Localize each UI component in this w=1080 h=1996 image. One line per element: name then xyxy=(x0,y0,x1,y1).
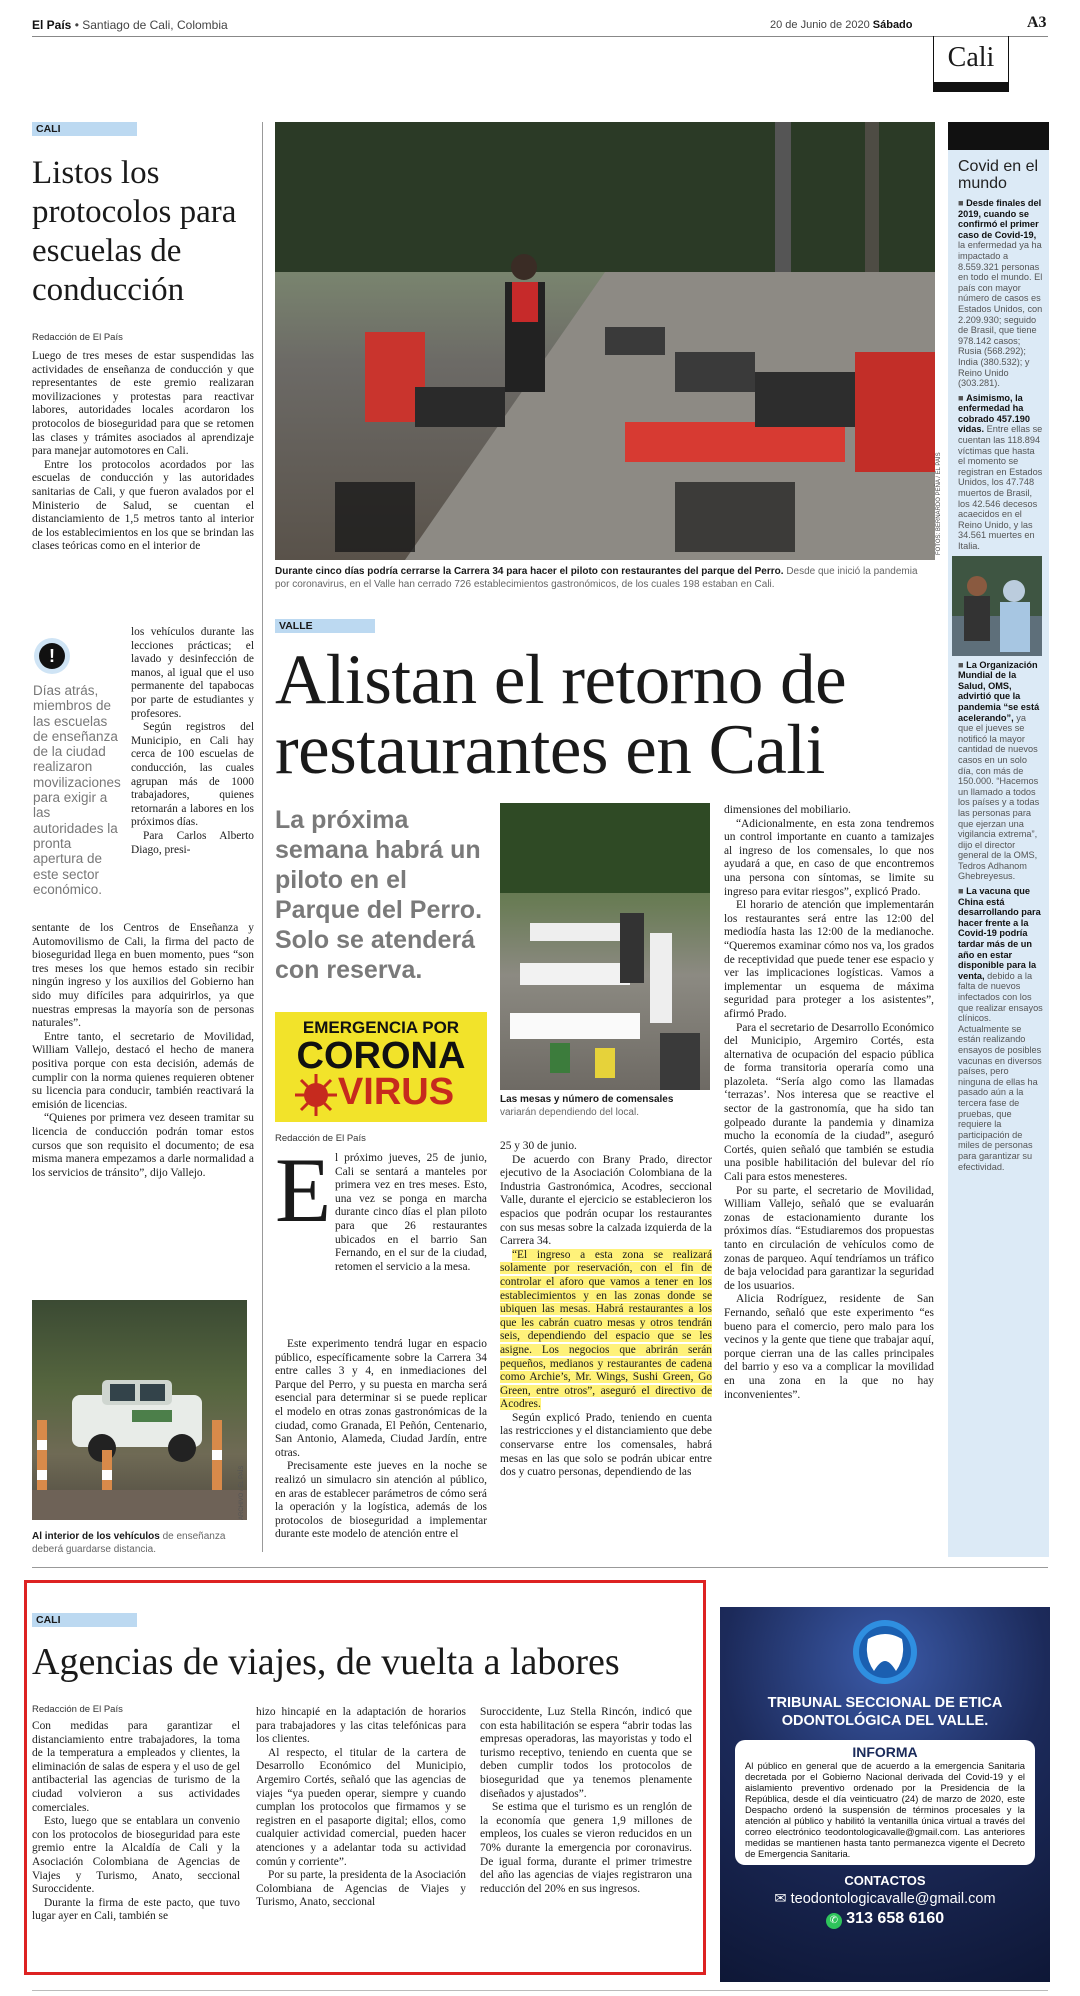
main-col1-top xyxy=(335,1152,487,1274)
story1-body-top xyxy=(32,350,254,554)
virus-icon xyxy=(293,1072,339,1118)
main-paragraph: De acuerdo con Brany Prado, director ejecutivo de la Asociación Colombiana de la Industria Gastronómica, Acodres, seccional Valle, durante el ejercicio se establecieron los espacios que podrán ocupar los restaurantes con sus mesas sobre la calzada izquierda de la Carrera 34. xyxy=(500,1153,712,1248)
ad-info-title: INFORMA xyxy=(852,1744,918,1760)
story3-paragraph: Con medidas para garantizar el distanciamiento entre trabajadores, la toma de la temperatura a empleados y clientes, la eliminación de salas de espera y el uso de gel antibacterial las agencias de turismo de la ciudad volvieron a sus actividades comerciales. xyxy=(32,1720,240,1814)
masthead-left xyxy=(32,18,228,32)
story3-paragraph: Esto, luego que se entablara un convenio con los protocolos de bioseguridad para este gremio entre la Alcaldía de Cali y la Asociación Colombiana de Agencias de Viajes y Turismo, Anato, seccional Suroccidente. xyxy=(32,1815,240,1896)
sidebar-bullet: ■ La vacuna que China está desarrollando para hacer frente a la Covid-19 podría tardar más de un año en estar disponible para la venta, debido a la falta de nuevos infectados con los que realizar ensayos clínicos. Actualmente se están realizando ensayos de posibles vacunas en diversos países, pero ninguna de ellas ha pasado aún a la tercera fase de pruebas, que requiere la participación de miles de personas para garantizar su efectividad. xyxy=(958,886,1043,1172)
bullet-bold: La Organización Mundial de la Salud, OMS, advirtió que la pandemia “se está acelerando”, xyxy=(958,659,1040,723)
story3-paragraph: Suroccidente, Luz Stella Rincón, indicó que con esta habilitación se espera “abrir todas las empresas operadoras, las mayoristas y todo el turismo receptivo, teniendo en cuenta que se deben cumplir todos los protocolos de bioseguridad que ya tenemos plenamente diseñados y ajustados”. xyxy=(480,1706,692,1800)
logo-line: EMERGENCIA POR xyxy=(302,1018,460,1037)
story1-paragraph: Para Carlos Alberto Diago, presi- xyxy=(131,829,254,856)
story1-body-narrow xyxy=(131,626,254,857)
bullet-rest: ya que el jueves se notificó la mayor cantidad de nuevos casos en un solo día, con más de 150.000. “Hacemos un llamado a todos los países y a todas las personas para que ejerzan una vigilancia extrema”, dijo el director general de la OMS, Tedros Adhanom Ghebreyesus. xyxy=(958,712,1040,882)
ad-box xyxy=(720,1607,1050,1982)
sidebar-bullets xyxy=(948,196,1049,1172)
ad-email: teodontologicavalle@gmail.com xyxy=(790,1891,996,1907)
masthead-rule xyxy=(32,36,1048,37)
sidebar xyxy=(948,122,1049,1557)
story1-paragraph: sentante de los Centros de Enseñanza y Automovilismo de Cali, la firma del pacto de bioseguridad llega en buen momento, pues “son tres meses los que hemos estado sin recibir ningún ingreso y los auxilios del Gobierno han sido muy difíciles para adquirirlos, ya que nuestras empresas la mayoría son de personas naturales”. xyxy=(32,922,254,1030)
story1-paragraph: los vehículos durante las lecciones prácticas; el lavado y desinfección de manos, al igual que el uso permanente del tapabocas por parte de estudiantes y profesores. xyxy=(131,626,254,720)
sidebar-top-bar xyxy=(948,122,1049,150)
masthead-date xyxy=(770,19,913,31)
caption-bold: Al interior de los vehículos xyxy=(32,1531,160,1542)
main-photo-caption xyxy=(275,566,930,591)
caption-bold: Las mesas y número de comensales xyxy=(500,1094,674,1105)
main-paragraph: 25 y 30 de junio. xyxy=(500,1140,577,1152)
story1-caption xyxy=(32,1531,252,1556)
column-rule xyxy=(262,122,263,1552)
ad-phone-row xyxy=(720,1910,1050,1929)
caption-rest: de enseñanza deberá guardarse distancia. xyxy=(32,1531,226,1555)
driving-school-car-image xyxy=(32,1300,247,1520)
secondary-photo xyxy=(500,803,710,1090)
main-paragraph: Alicia Rodríguez, residente de San Fernando, señaló que este experimento “es bueno para el comercio, pero malo para los vecinos y la gente que tiene que trabajar aquí, porque cierran una de las calles principales del barrio y eso va a complicar la movilidad en una zona en la que no hay inconvenientes”. xyxy=(724,1293,934,1401)
main-paragraph: l próximo jueves, 25 de junio, Cali se sentará a manteles por primera vez en tres meses. Esto, una vez se ponga en marcha durante cinco días el plan piloto para que 26 restaurantes ubicados en el barrio San Fernando, en el sur de la ciudad, retomen el servicio a la mesa. xyxy=(335,1152,487,1273)
date-text: 20 de Junio de 2020 xyxy=(770,19,870,31)
bullet-rest: debido a la falta de nuevos infectados con los que realizar ensayos clínicos. Actualmente se están realizando ensayos de posibles vacunas en diversos países, pero ninguna de ellas ha pasado aún a la tercera fase de pruebas, que requiere la participación de miles de personas para garantizar su efectividad. xyxy=(958,970,1043,1172)
bullet-rest: Entre ellas se cuentan las 118.894 víctimas que hasta el momento se registran en Estados Unidos, los 47.748 muertos de Brasil, los 42.546 decesos acaecidos en el Reino Unido, y las 34.561 muertes en Italia. xyxy=(958,424,1043,551)
story3-paragraph: Se estima que el turismo es un renglón de la economía que genera 1,9 millones de empleos, los cuales se vieron reducidos en un 70% durante la emergencia por coronavirus. De igual forma, durante el primer trimestre del año las agencias de viajes registraron una reducción del 20% en sus ingresos. xyxy=(480,1801,692,1895)
caption-rest: variarán dependiendo del local. xyxy=(500,1106,639,1118)
day-text: Sábado xyxy=(872,19,913,31)
sidebar-bullet: ■ Asimismo, la enfermedad ha cobrado 457.190 vidas. Entre ellas se cuentan las 118.894 víctimas que hasta el momento se registran en Estados Unidos, los 47.748 muertos de Brasil, los 42.546 decesos acaecidos en el Reino Unido, y las 34.561 muertes en Italia. xyxy=(958,392,1043,551)
alert-icon xyxy=(34,638,70,674)
main-paragraph: Este experimento tendrá lugar en espacio público, específicamente sobre la Carrera 34 entre calles 3 y 4, en inmediaciones del Parque del Perro, y su puesta en marcha será esencial para determinar si se puede replicar el modelo en otras zonas gastronómicas de la ciudad, como Granada, El Peñón, Centenario, San Antonio, Alameda, Ciudad Jardín, entre otras. xyxy=(275,1338,487,1459)
section-label: Cali xyxy=(933,36,1009,92)
ad-contacts-title: CONTACTOS xyxy=(844,1873,926,1888)
highlighted-quote: “El ingreso a esta zona se realizará solamente por reservación, con el fin de controlar el aforo que vamos a tener en los establecimientos y en las zonas donde se ubiquen las mesas. Habrá restaurantes a los que les cabrán cuatro mesas y otros tendrán seis, dependiendo del espacio que se les asigne. Los negocios que abrirán serán pequeños, medianos y restaurantes de cadena como Archie’s, Mr. Wings, Sushi Green, Go Green, entre otros”, aseguró el directivo de Acodres. xyxy=(500,1248,712,1411)
story1-paragraph: Luego de tres meses de estar suspendidas las actividades de enseñanza de conducción y que representantes de este gremio realizaran movilizaciones y protestas para reactivar labores, autoridades locales acordaron los protocolos de bioseguridad para que se retomen las clases y trámites asociados al aprendizaje para manejar automotores en Cali. xyxy=(32,350,254,458)
main-paragraph: Para el secretario de Desarrollo Económico del Municipio, Argemiro Cortés, esta alternativa de ocupación del espacio pública de forma transitoria operaría como una plazoleta. “Sería algo como las llamadas ‘terrazas’. Nos interesa que se reactive el sector de la gastronomía, que ha sido tan golpeado durante la pandemia y dinamiza mucho la economía de la ciudad”, aseguró Cortés, quien señaló que también se estudia una posible habilitación del bulevar del río Cali para estos menesteres. xyxy=(724,1021,934,1184)
bullet-rest: la enfermedad ya ha impactado a 8.559.321 personas en todo el mundo. El país con mayor número de casos es Estados Unidos, con 2.209.930; seguido de Brasil, que tiene 978.142 casos; Rusia (568.292); India (380.532); y Reino Unido (303.281). xyxy=(958,240,1043,389)
main-col1 xyxy=(275,1338,487,1542)
coronavirus-logo xyxy=(275,1012,487,1122)
story1-photo-credit: ARCHIVO / EL PAÍS xyxy=(239,1465,245,1520)
envelope-icon: ✉ xyxy=(774,1891,787,1907)
story1-paragraph: Entre los protocolos acordados por las escuelas de conducción y las autoridades sanitarias de Cali, y que fueron avalados por el Ministerio de Salud, se cuentan el distanciamiento de 1,5 metros tanto al interior de los establecimientos en los que se brindan las clases teóricas como en el interior de xyxy=(32,458,254,553)
bullet-bold: La vacuna que China está desarrollando para hacer frente a la Covid-19 podría tardar más de un año en estar disponible para la venta, xyxy=(958,886,1041,981)
main-paragraph: Precisamente este jueves en la noche se realizó un simulacro sin atención al público, en aras de establecer parámetros de cómo será la operación y la logística, además de los protocolos de bioseguridad a implementar durante este modelo de atención entre el xyxy=(275,1460,487,1541)
story1-byline: Redacción de El País xyxy=(32,332,123,343)
bullet-bold: Asimismo, la enfermedad ha cobrado 457.190 vidas. xyxy=(958,392,1031,435)
story1-callout: Días atrás, miembros de las escuelas de enseñanza de la ciudad realizaron movilizaciones para exigir a las autoridades la pronta apertura de este sector económico. xyxy=(33,683,121,897)
main-paragraph: Según explicó Prado, teniendo en cuenta las restricciones y el distanciamiento que debe conservarse entre los comensales, habrá mesas en las que solo se podrán ubicar entre dos y cuatro personas, dependiendo de las xyxy=(500,1411,712,1479)
main-paragraph: dimensiones del mobiliario. xyxy=(724,804,851,816)
main-byline: Redacción de El País xyxy=(275,1133,366,1144)
story1-paragraph: “Quienes por primera vez deseen tramitar su licencia de conducción podrán tomar estos cursos que son requisito el documento; de esa misma manera empezamos a darle normalidad a los servicios de tránsito”, dijo Vallejo. xyxy=(32,1112,254,1179)
main-paragraph: Por su parte, el secretario de Movilidad, William Vallejo, señaló que se evaluarán zonas de estacionamiento durante los próximos días. “Estudiaremos dos propuestas tanto en circulación de vehículos como de zonas de parqueo. Aquí tendríamos un tráfico de baja velocidad para garantizar la seguridad de los usuarios. xyxy=(724,1184,934,1292)
sidebar-bullet: ■ La Organización Mundial de la Salud, OMS, advirtió que la pandemia “se está acelerando”, ya que el jueves se notificó la mayor cantidad de nuevos casos en un solo día, con más de 150.000. “Hacemos un llamado a todos los países y a todas las personas para que ejerzan una vigilancia extrema”, dijo el director general de la OMS, Tedros Adhanom Ghebreyesus. xyxy=(958,659,1040,882)
story3-col1 xyxy=(32,1720,240,1924)
main-col3 xyxy=(724,804,934,1402)
paper-name: El País xyxy=(32,18,72,32)
exclamation-glyph: ! xyxy=(39,643,65,669)
page-number: A3 xyxy=(1027,14,1047,31)
sidebar-photo xyxy=(952,556,1042,656)
ad-org-line: ODONTOLÓGICA DEL VALLE. xyxy=(781,1713,989,1729)
restaurant-street-image xyxy=(275,122,935,560)
story1-photo xyxy=(32,1300,247,1520)
sidebar-title: Covid en el mundo xyxy=(958,158,1039,192)
logo-line: VIRUS xyxy=(337,1071,455,1113)
story1-paragraph: Entre tanto, el secretario de Movilidad, William Vallejo, destacó el hecho de manera positiva porque con esta decisión, además de cumplir con la norma quienes requieren obtener su licencia para conducir, también reactivará la emisión de licencias. xyxy=(32,1030,254,1111)
story3-paragraph: hizo hincapié en la adaptación de horarios para trabajadores y las citas telefónicas para los clientes. xyxy=(256,1706,466,1746)
ad-org-line: TRIBUNAL SECCIONAL DE ETICA xyxy=(767,1695,1003,1711)
caption-rest: Desde que inició la pandemia por coronavirus, en el Valle han cerrado 726 establecimientos gastronómicos, de los cuales 198 estaban en Cali. xyxy=(275,566,918,590)
story3-col3 xyxy=(480,1706,692,1896)
main-photo xyxy=(275,122,935,560)
drop-cap: E xyxy=(275,1139,332,1241)
story1-headline: Listos los protocolos para escuelas de conducción xyxy=(32,155,237,308)
main-col2 xyxy=(500,1140,712,1480)
story3-paragraph: Al respecto, el titular de la cartera de Desarrollo Económico del Municipio, Argemiro Cortés, señaló que las agencias de viajes “ya pueden operar, siempre y cuando cumplan los protocolos que firmamos y se registren en el pasaporte digital; ellos, como cualquier actividad comercial, pueden hacer atenciones y a adelantar toda su actividad común y corriente”. xyxy=(256,1746,466,1868)
story3-headline: Agencias de viajes, de vuelta a labores xyxy=(32,1641,620,1683)
story3-paragraph: Durante la firma de este pacto, que tuvo lugar ayer en Cali, también se xyxy=(32,1896,240,1923)
sidebar-bullet: ■ Desde finales del 2019, cuando se confirmó el primer caso de Covid-19, la enfermedad ya ha impactado a 8.559.321 personas en todo el mundo. El país con mayor número de casos es Estados Unidos, con 2.209.930; seguido de Brasil, que tiene 978.142 casos; Rusia (568.292); India (380.532); y Reino Unido (303.281). xyxy=(958,198,1043,389)
story1-body-bottom xyxy=(32,922,254,1180)
story1-paragraph: Según registros del Municipio, en Cali hay cerca de 100 escuelas de conducción, las cuales agrupan más de 1000 trabajadores, quienes retornarán a labores en los próximos días. xyxy=(131,721,254,829)
main-photo-credit: FOTOS: BERNARDO PEÑA / EL PAÍS xyxy=(936,452,942,555)
masthead-separator: • xyxy=(74,18,79,32)
masthead-place: Santiago de Cali, Colombia xyxy=(82,18,228,32)
caption-bold: Durante cinco días podría cerrarse la Carrera 34 para hacer el piloto con restaurantes del parque del Perro. xyxy=(275,566,784,577)
ad-info-text: Al público en general que de acuerdo a la emergencia Sanitaria decretada por el Gobierno Nacional derivada del Covid-19 y el aislamiento preventivo ordenado por la Presidencia de la República, desde el día veinticuatro (24) de marzo de 2020, este Despacho ordenó la suspensión de términos procesales y la atención al público y habilitó la ventanilla única virtual a través del correo electrónico teodontologicavalle@gmail.com. Las anteriores medidas se mantienen hasta tanto permanezca vigente el Decreto de Emergencia Sanitaria. xyxy=(745,1760,1025,1859)
main-paragraph: “Adicionalmente, en esta zona tendremos un control importante en cuanto a tamizajes al ingreso de los comensales, lo que nos ayudará a que, en caso de que encontremos una persona con síntomas, se limite su ingreso para evitar riesgos”, explicó Prado. xyxy=(724,817,934,898)
secondary-caption xyxy=(500,1094,715,1119)
tooth-logo-icon xyxy=(850,1617,920,1687)
story3-byline: Redacción de El País xyxy=(32,1704,123,1715)
ad-phone: 313 658 6160 xyxy=(846,1910,945,1927)
story3-paragraph: Por su parte, la presidenta de la Asociación Colombiana de Agencias de Viajes y Turismo, Anato, seccional xyxy=(256,1869,466,1909)
main-tag: VALLE xyxy=(275,619,375,633)
ad-email-row xyxy=(720,1891,1050,1907)
main-deck: La próxima semana habrá un piloto en el Parque del Perro. Solo se atenderá con reserva. xyxy=(275,806,483,984)
bullet-bold: Desde finales del 2019, cuando se confirmó el primer caso de Covid-19, xyxy=(958,198,1042,240)
story1-tag: CALI xyxy=(32,122,137,136)
story3-tag: CALI xyxy=(32,1613,137,1627)
tables-image xyxy=(500,803,710,1090)
bottom-rule xyxy=(32,1990,1048,1991)
main-headline: Alistan el retorno de restaurantes en Cali xyxy=(275,641,847,789)
story3-col2 xyxy=(256,1706,466,1910)
whatsapp-icon: ✆ xyxy=(826,1913,842,1929)
logo-line: CORONA xyxy=(296,1035,466,1077)
ad-info-panel xyxy=(735,1740,1035,1865)
section-divider xyxy=(32,1567,1048,1568)
main-paragraph: El horario de atención que implementarán los restaurantes será entre las 12:00 del mediodía hasta las 12:00 de la medianoche. “Queremos examinar cómo nos va, los grados de receptividad que puede tener ese espacio y ver las implicaciones logísticas. Vamos a implementar un esquema de máxima seguridad para proteger a los asistentes”, afirmó Prado. xyxy=(724,899,934,1020)
